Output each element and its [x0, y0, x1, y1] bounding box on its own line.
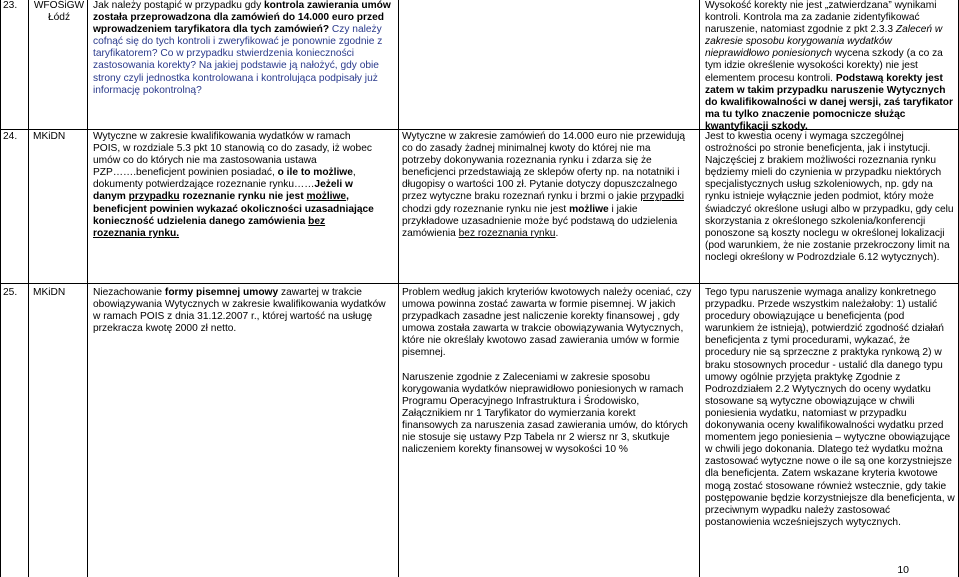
row-25-answer: Tego typu naruszenie wymaga analizy konkretnego przypadku. Przede wszystkim należałoby: 1) ustalić procedury obowiązujące u beneficjenta (pod warunkiem że istnieją), potwierdzić zgodność działań beneficjenta z tymi procedurami, wykazać, że procedury nie są sprzeczne z praktyka rynkową 2) w braku stosownych procedur - ustalić dla danego typu umowy ogólnie przyjęta praktykę Zgodnie z Podrozdziałem 2.2 Wytycznych do oceny wydatku stosowane są wytyczne obowiązujące w chwili poniesienia wydatku, natomiast w przypadku dokonywania oceny kwalifikowalności wydatku przed momentem jego poniesienia – wytyczne obowiązujące w chwili jego dokonania. Dlatego też wydatku można zastosować wytyczne nowe o ile są one korzystniejsze dla beneficjenta. Zatem wskazane kryteria kwotowe mogą zostać stosowane również wstecznie, gdy takie postępowanie będzie korzystniejsze dla beneficjenta, w przeciwnym wypadku należy zastosować postanowienia wcześniejszych wytycznych.: [705, 287, 955, 528]
row-23-number: 23.: [3, 0, 18, 11]
row-23-answer: Wysokość korekty nie jest „zatwierdzana” wynikami kontroli. Kontrola ma za zadanie zidentyfikować naruszenie, natomiast zgodnie z pkt 2.3.3 Zaleceń w zakresie sposobu korygowania wydatków nieprawidłowo poniesionych wycena szkody (a co za tym idzie określenie wysokości korekty) nie jest elementem procesu kontroli. Podstawą korekty jest zatem w takim przypadku naruszenie Wytycznych do kwalifikowalności w danej wersji, zaś taryfikator ma tu tylko znaczenie pomocnicze służąc kwantyfikacji szkody.: [705, 0, 953, 132]
row-25-org: MKiDN: [33, 287, 66, 298]
row-24-question: Wytyczne w zakresie kwalifikowania wydatków w ramach POIS, w rozdziale 5.3 pkt 10 stanowią co do zasady, iż wobec umów co do których nie ma zastosowania ustawa PZP…….beneficjent powinien posiadać, o ile to możliwe, dokumenty potwierdzające rozeznanie rynku……Jeżeli w danym przypadku rozeznanie rynku nie jest możliwe, beneficjent powinien wykazać okoliczności uzasadniające konieczność udzielenia danego zamówienia bez rozeznania rynku.: [93, 131, 374, 239]
page-number: 10: [897, 564, 909, 576]
row-24-answer: Jest to kwestia oceny i wymaga szczególnej ostrożności po stronie beneficjenta, jak i instytucji. Najczęściej z brakiem możliwości rozeznania rynku będziemy mieli do czynienia w przypadku niektórych specjalistycznych usług szkoleniowych, np. gdy na rynku istnieje wyłącznie jeden podmiot, który może świadczyć określone usługi albo w przypadku, gdy celu skorzystania z określonego szkolenia/konferencji ponoszone są koszty noclegu w określonej lokalizacji (pod warunkiem, że nie zostanie przekroczony limit na noclegi określony w Podrozdziale 6.12 wytycznych).: [705, 131, 954, 263]
row-25-problem: Problem według jakich kryteriów kwotowych należy oceniać, czy umowa powinna zostać zawarta w formie pisemnej. W jakich przypadkach zasadne jest naliczenie korekty finansowej , gdy umowa została zawarta w trakcie obowiązywania Wytycznych, które nie określały kwotowo zasad zawierania umów w formie pisemnej. Naruszenie zgodnie z Zaleceniami w zakresie sposobu korygowania wydatków nieprawidłowo poniesionych w ramach Programu Operacyjnego Infrastruktura i Środowisko, Załącznikiem nr 1 Taryfikator do wymierzania korekt finansowych za naruszenia zasad zawierania umów, do których nie stosuje się ustawy Pzp Tabela nr 2 wiersz nr 3, skutkuje naliczeniem korekty finansowej w wysokości 10 %: [402, 287, 692, 456]
row-25-number: 25.: [3, 287, 18, 298]
row-23-org: WFOŚiGW Łódź: [33, 0, 85, 24]
table-border: [28, 0, 29, 577]
table-border: [87, 0, 88, 577]
table-border: [699, 0, 700, 577]
row-25-question: Niezachowanie formy pisemnej umowy zawartej w trakcie obowiązywania Wytycznych w zakresie kwalifikowania wydatków w ramach POIS z dnia 31.12.2007 r., której wartość na usługę przekracza kwotę 2000 zł netto.: [93, 287, 386, 335]
row-23-question: Jak należy postąpić w przypadku gdy kontrola zawierania umów została przeprowadzona dla zamówień do 14.000 euro przed wprowadzeniem taryfikatora dla tych zamówień? Czy należy cofnąć się do tych kontroli i zweryfikować je ponownie zgodnie z taryfikatorem? Co w przypadku stwierdzenia konieczności zastosowania korekty? Na jakiej podstawie ją nałożyć, gdy obie strony czyli jednostka kontrolowana i kontrolująca podpisały już informację pokontrolną?: [93, 0, 391, 96]
table-border: [398, 0, 399, 577]
row-divider: [0, 283, 959, 284]
row-24-org: MKiDN: [33, 131, 66, 142]
row-24-problem: Wytyczne w zakresie zamówień do 14.000 euro nie przewidują co do zasady żadnej minimalnej kwoty do której nie ma potrzeby dokonywania rozeznania rynku i zdarza się że beneficjenci przedstawiają ze sklepów oferty np. na notatniki i długopisy o wartości 100 zł. Pytanie dotyczy dopuszczalnego przez wytyczne braku rozeznań rynku i brzmi o jakie przypadki chodzi gdy rozeznanie rynku nie jest możliwe i jakie przykładowe uzasadnienie może być podstawą do udzielenia zamówienia bez rozeznania rynku.: [402, 131, 686, 239]
row-24-number: 24.: [3, 131, 18, 142]
table-border: [0, 0, 1, 577]
